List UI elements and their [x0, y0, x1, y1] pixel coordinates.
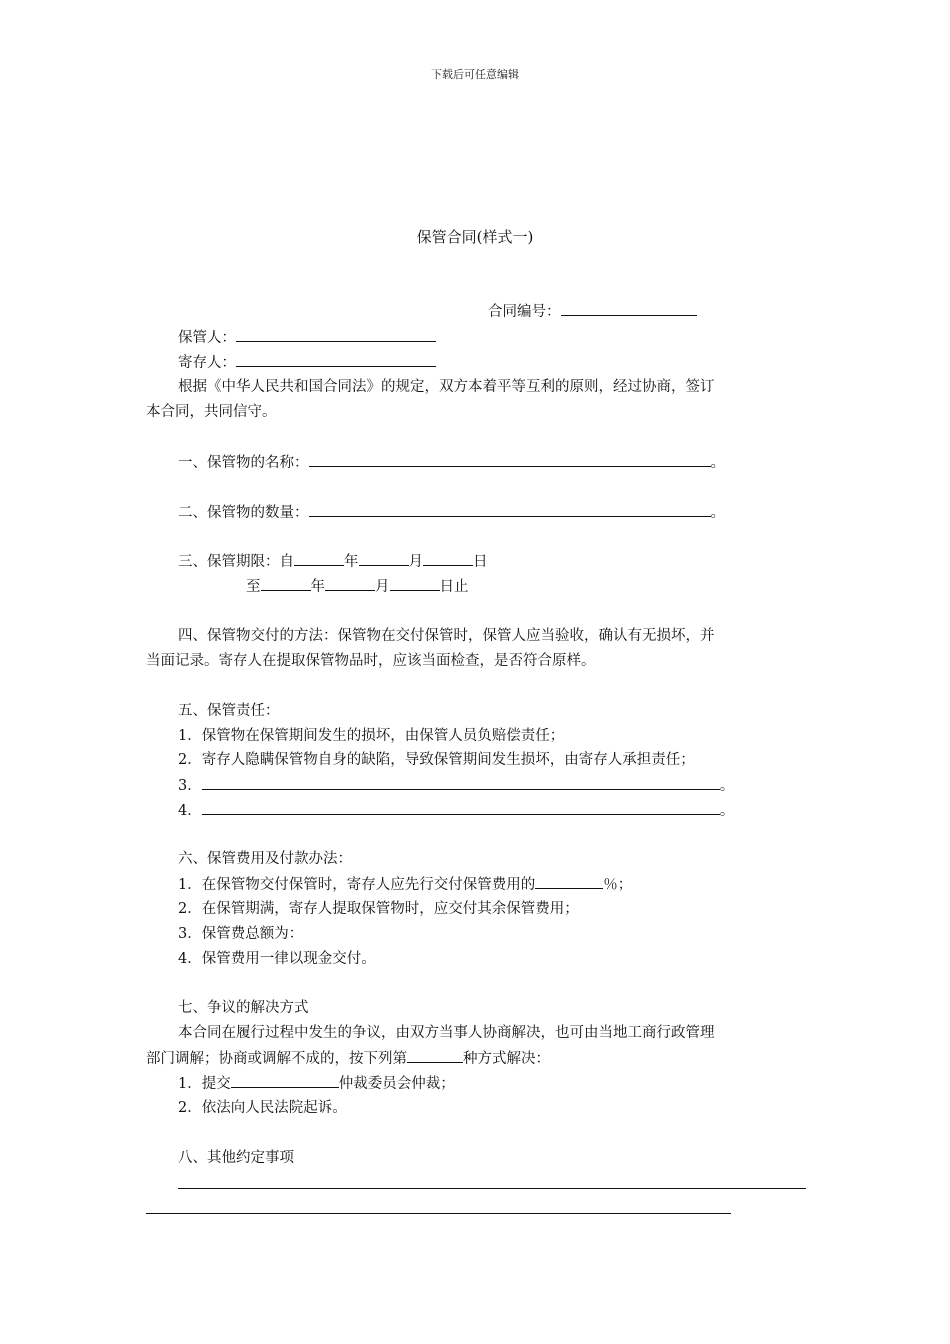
section-2-blank: [309, 502, 711, 517]
section-2: 二、保管物的数量： 。: [178, 502, 725, 523]
document-title: 保管合同(样式一): [416, 228, 534, 246]
contract-number-blank: [561, 301, 697, 316]
section-7-para-line-1: 本合同在履行过程中发生的争议，由双方当事人协商解决，也可由当地工商行政管理: [178, 1025, 715, 1041]
section-6-item-2: 2．在保管期满，寄存人提取保管物时，应交付其余保管费用；: [178, 901, 579, 917]
section-6-item-4: 4．保管费用一律以现金交付。: [178, 951, 376, 967]
section-6-heading: 六、保管费用及付款办法：: [178, 851, 352, 867]
section-4-line-1: 四、保管物交付的方法：保管物在交付保管时，保管人应当验收，确认有无损坏，并: [178, 628, 715, 644]
section-4-line-2: 当面记录。寄存人在提取保管物品时，应该当面检查，是否符合原样。: [146, 653, 596, 669]
section-2-label: 二、保管物的数量：: [178, 505, 309, 521]
section-5-item-1: 1．保管物在保管期间发生的损坏，由保管人员负赔偿责任；: [178, 728, 565, 744]
section-7-item-2: 2．依法向人民法院起诉。: [178, 1100, 347, 1116]
section-7-item-1: 1．提交 仲裁委员会仲裁；: [178, 1073, 455, 1094]
depositor-line: [178, 352, 436, 373]
section-3-label: 三、保管期限：: [178, 554, 280, 570]
section-7-heading: 七、争议的解决方式: [178, 1000, 309, 1016]
section-3-from: 三、保管期限：自 年 月 日: [178, 551, 488, 572]
contract-number-label: 合同编号：: [488, 304, 561, 320]
depositor-label: 寄存人：: [178, 355, 236, 371]
section-1: 一、保管物的名称： 。: [178, 452, 725, 473]
section-1-label: 一、保管物的名称：: [178, 455, 309, 471]
header-note: 下载后可任意编辑: [431, 68, 519, 81]
custodian-label: 保管人：: [178, 330, 236, 346]
custodian-blank: [236, 327, 436, 342]
section-8-blank-line-1: [178, 1188, 806, 1189]
section-5-item-2: 2．寄存人隐瞒保管物自身的缺陷，导致保管期间发生损坏，由寄存人承担责任；: [178, 752, 695, 768]
depositor-blank: [236, 352, 436, 367]
section-5-item-4: 4． 。: [178, 800, 734, 821]
section-7-para-line-2: 部门调解；协商或调解不成的，按下列第 种方式解决：: [146, 1048, 550, 1069]
section-8-heading: 八、其他约定事项: [178, 1150, 294, 1166]
section-8-blank-line-2: [146, 1213, 731, 1214]
section-5-heading: 五、保管责任：: [178, 703, 280, 719]
section-6-item-1: 1．在保管物交付保管时，寄存人应先行交付保管费用的 ％；: [178, 874, 632, 895]
section-1-blank: [309, 452, 711, 467]
custodian-line: [178, 327, 436, 348]
preamble-line-1: 根据《中华人民共和国合同法》的规定，双方本着平等互利的原则，经过协商，签订: [178, 379, 715, 395]
section-3-to: 至 年 月 日止: [246, 576, 469, 597]
section-5-item-3: 3． 。: [178, 775, 734, 796]
preamble-line-2: 本合同，共同信守。: [146, 404, 277, 420]
section-6-item-3: 3．保管费总额为：: [178, 926, 304, 942]
contract-number-line: [488, 301, 697, 322]
